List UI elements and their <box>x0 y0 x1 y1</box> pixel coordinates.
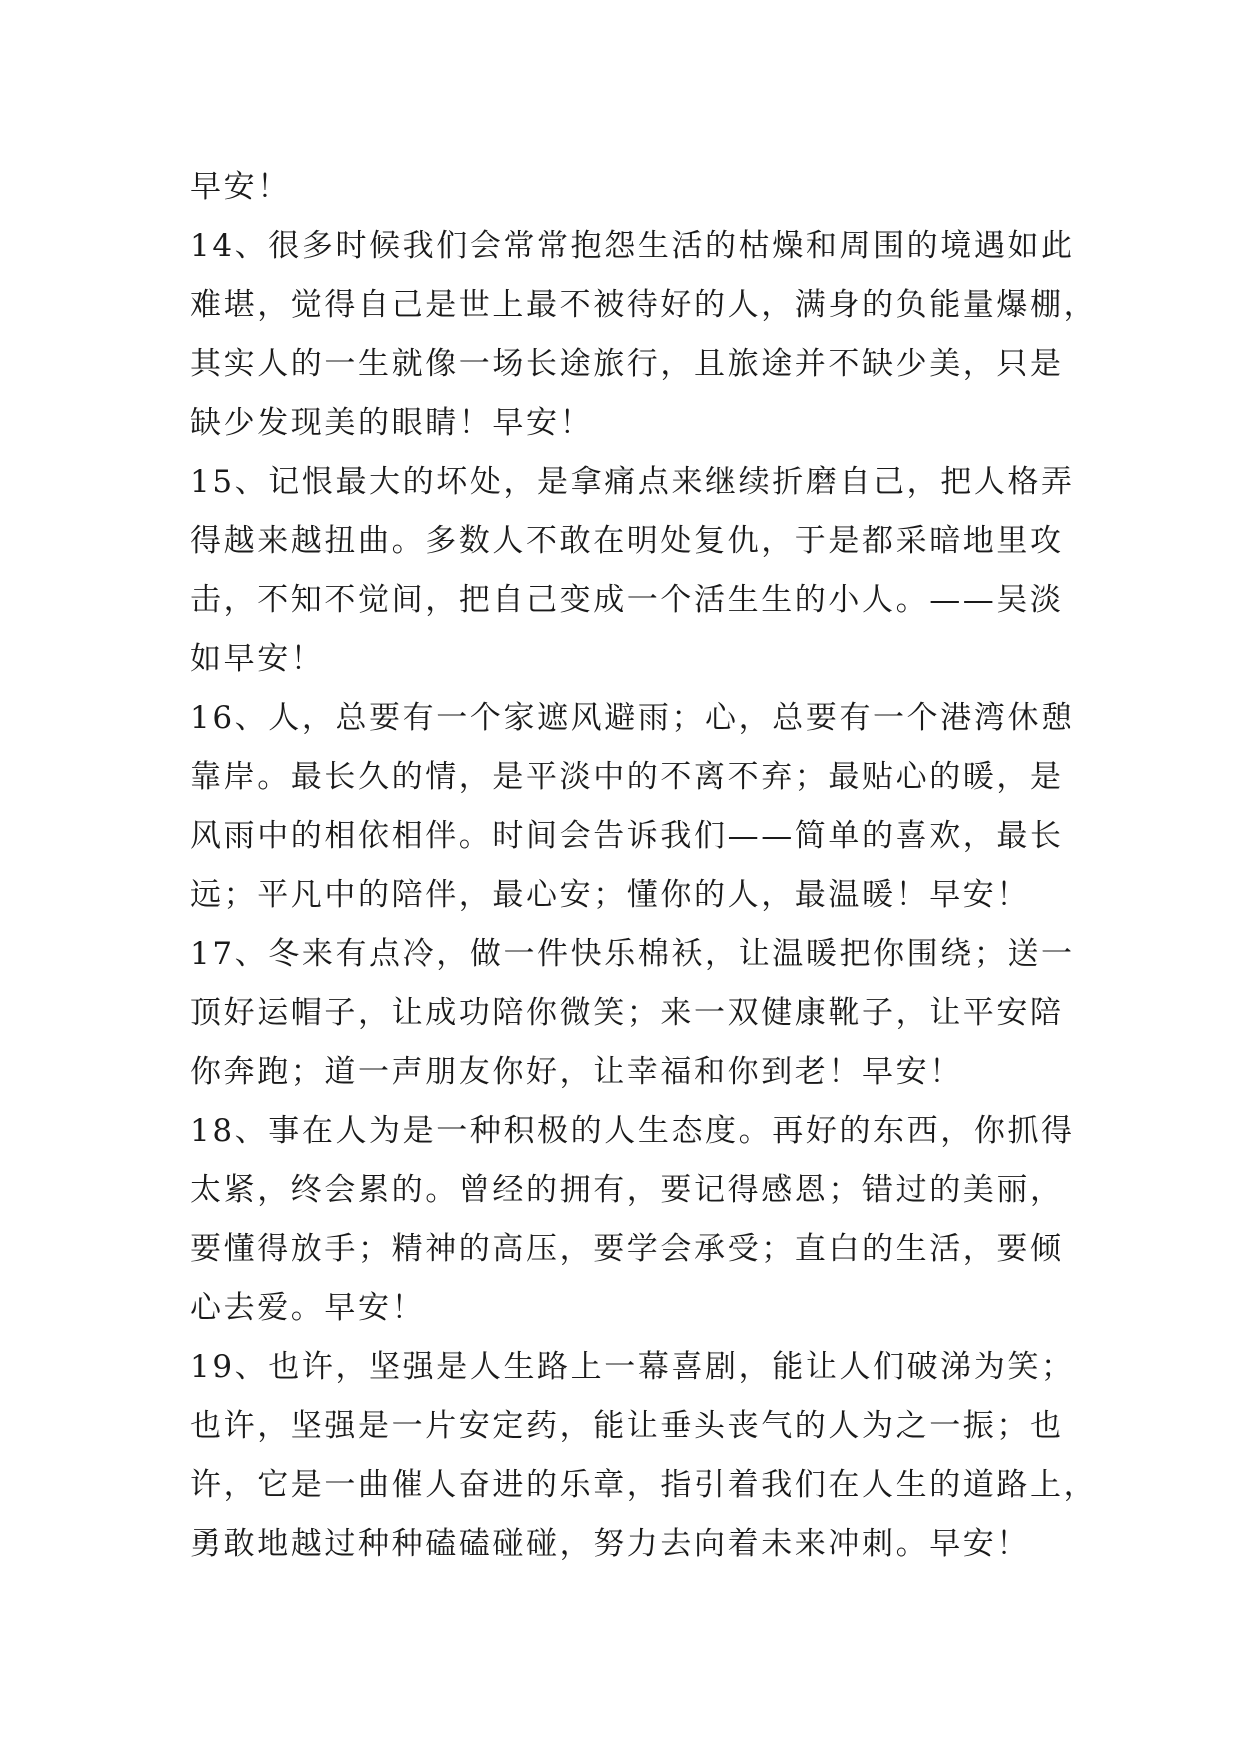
text-line: 难堪，觉得自己是世上最不被待好的人，满身的负能量爆棚， <box>190 287 1098 323</box>
text-line: 16、人，总要有一个家遮风避雨；心，总要有一个港湾休憩 <box>190 700 1075 736</box>
text-line: 18、事在人为是一种积极的人生态度。再好的东西，你抓得 <box>190 1113 1075 1149</box>
text-line: 缺少发现美的眼睛！早安！ <box>190 405 594 441</box>
text-line: 许，它是一曲催人奋进的乐章，指引着我们在人生的道路上， <box>190 1467 1098 1503</box>
text-line: 远；平凡中的陪伴，最心安；懂你的人，最温暖！早安！ <box>190 877 1030 913</box>
text-line: 14、很多时候我们会常常抱怨生活的枯燥和周围的境遇如此 <box>190 228 1075 264</box>
text-line: 17、冬来有点冷，做一件快乐棉袄，让温暖把你围绕；送一 <box>190 936 1075 972</box>
text-line: 靠岸。最长久的情，是平淡中的不离不弃；最贴心的暖，是 <box>190 759 1064 795</box>
text-line: 击，不知不觉间，把自己变成一个活生生的小人。——吴淡 <box>190 582 1064 618</box>
text-line: 其实人的一生就像一场长途旅行，且旅途并不缺少美，只是 <box>190 346 1064 382</box>
text-line: 风雨中的相依相伴。时间会告诉我们——简单的喜欢，最长 <box>190 818 1064 854</box>
text-line: 15、记恨最大的坏处，是拿痛点来继续折磨自己，把人格弄 <box>190 464 1075 500</box>
text-line: 也许，坚强是一片安定药，能让垂头丧气的人为之一振；也 <box>190 1408 1064 1444</box>
text-line: 心去爱。早安！ <box>190 1290 426 1326</box>
text-line: 要懂得放手；精神的高压，要学会承受；直白的生活，要倾 <box>190 1231 1064 1267</box>
text-line: 如早安！ <box>190 641 325 677</box>
text-line: 顶好运帽子，让成功陪你微笑；来一双健康靴子，让平安陪 <box>190 995 1064 1031</box>
text-line: 太紧，终会累的。曾经的拥有，要记得感恩；错过的美丽， <box>190 1172 1064 1208</box>
text-line: 勇敢地越过种种磕磕碰碰，努力去向着未来冲刺。早安！ <box>190 1526 1030 1562</box>
text-line: 早安！ <box>190 169 291 205</box>
text-line: 得越来越扭曲。多数人不敢在明处复仇，于是都采暗地里攻 <box>190 523 1064 559</box>
text-line: 你奔跑；道一声朋友你好，让幸福和你到老！早安！ <box>190 1054 963 1090</box>
text-line: 19、也许，坚强是人生路上一幕喜剧，能让人们破涕为笑； <box>190 1349 1075 1385</box>
body-text <box>190 158 1098 1574</box>
